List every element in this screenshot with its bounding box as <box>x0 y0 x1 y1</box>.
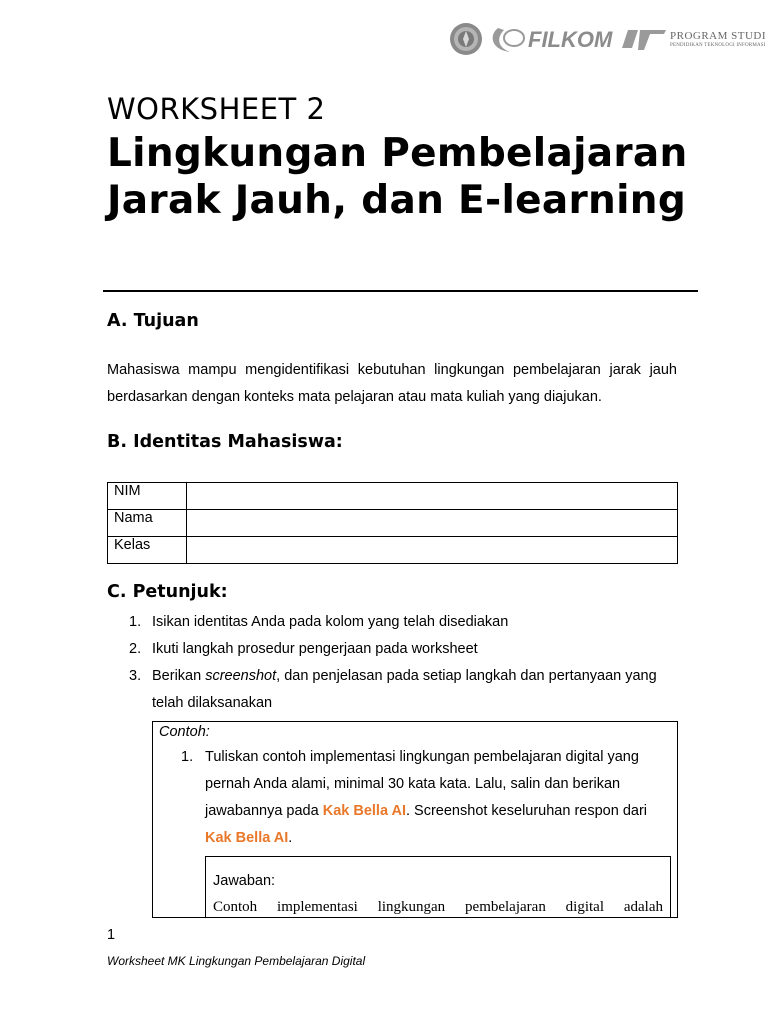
list-item-number: 2. <box>129 641 142 657</box>
list-item-emphasis: screenshot <box>205 668 277 684</box>
identity-field-nama[interactable] <box>187 510 678 537</box>
worksheet-label: WORKSHEET 2 <box>107 92 326 126</box>
example-task-number: 1. <box>181 749 194 765</box>
page-number: 1 <box>107 927 116 943</box>
list-item <box>107 609 677 636</box>
list-item-number: 1. <box>129 614 142 630</box>
program-studi-title: PROGRAM STUDI <box>670 30 767 42</box>
list-item-text: Ikuti langkah prosedur pengerjaan pada worksheet <box>152 641 478 657</box>
example-task <box>181 744 671 852</box>
answer-label: Jawaban: <box>213 873 276 889</box>
filkom-logo <box>488 22 668 56</box>
page-title: Lingkungan Pembelajaran Jarak Jauh, dan E-learning <box>107 131 688 223</box>
filkom-logo-text: FILKOM <box>528 27 613 52</box>
identity-label-kelas: Kelas <box>108 537 187 564</box>
identity-label-nama: Nama <box>108 510 187 537</box>
list-item-text: Isikan identitas Anda pada kolom yang telah disediakan <box>152 614 509 630</box>
list-item <box>107 663 677 717</box>
table-row <box>108 537 678 564</box>
answer-text: Contoh implementasi lingkungan pembelajaran digital adalah <box>213 899 663 915</box>
identity-table <box>107 482 678 564</box>
instruction-list <box>107 609 677 717</box>
brand-name-2: Kak Bella AI <box>205 830 289 846</box>
section-b-heading: B. Identitas Mahasiswa: <box>107 432 343 452</box>
section-c-heading: C. Petunjuk: <box>107 582 228 602</box>
list-item-number: 3. <box>129 668 142 684</box>
table-row <box>108 510 678 537</box>
list-item-text-post: , dan penjelasan pada setiap langkah dan pertanyaan yang telah dilaksanakan <box>152 668 657 711</box>
university-seal-icon <box>449 22 483 56</box>
example-box <box>152 721 678 918</box>
example-label: Contoh: <box>159 724 210 740</box>
example-task-text-2: . Screenshot keseluruhan respon dari <box>406 803 648 819</box>
filkom-swoosh-icon <box>488 22 668 56</box>
section-a-paragraph: Mahasiswa mampu mengidentifikasi kebutuhan lingkungan pembelajaran jarak jauh berdasarkan dengan konteks mata pelajaran atau mata kuliah yang diajukan. <box>107 362 677 405</box>
list-item <box>107 636 677 663</box>
identity-field-kelas[interactable] <box>187 537 678 564</box>
example-task-text-1: Tuliskan contoh implementasi lingkungan pembelajaran digital yang pernah Anda alami, minimal 30 kata kata. Lalu, salin dan berikan jawabannya pada <box>205 749 639 819</box>
example-task-text-3: . <box>288 830 293 846</box>
table-row <box>108 483 678 510</box>
identity-field-nim[interactable] <box>187 483 678 510</box>
title-divider <box>103 290 698 292</box>
program-studi-label <box>670 30 766 48</box>
brand-name-1: Kak Bella AI <box>322 803 406 819</box>
answer-box <box>205 856 671 918</box>
section-a-heading: A. Tujuan <box>107 311 199 331</box>
list-item-text-pre: Berikan <box>152 668 206 684</box>
identity-label-nim: NIM <box>108 483 187 510</box>
program-studi-subtitle: PENDIDIKAN TEKNOLOGI INFORMASI <box>670 43 766 48</box>
page-footer: Worksheet MK Lingkungan Pembelajaran Digital <box>107 954 366 968</box>
